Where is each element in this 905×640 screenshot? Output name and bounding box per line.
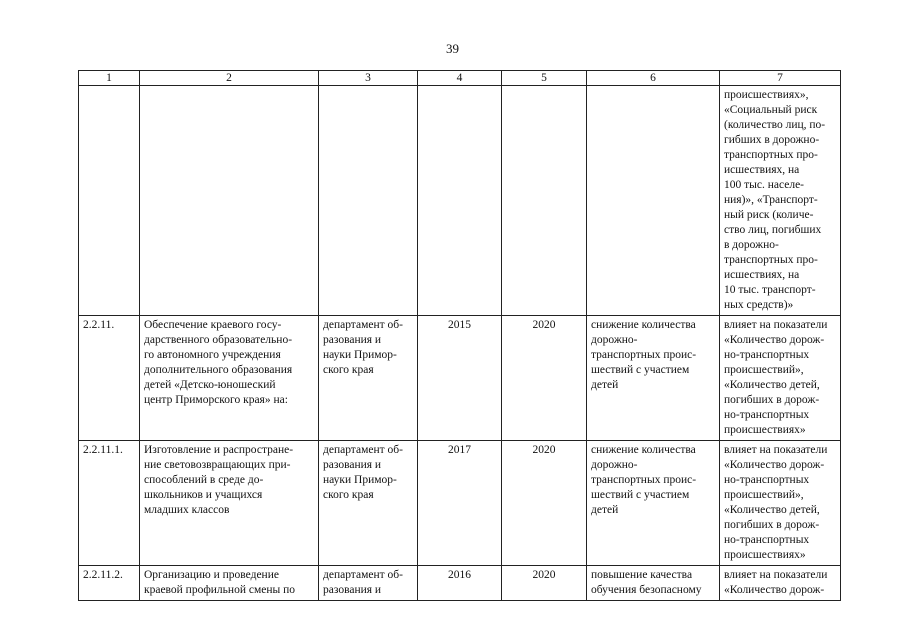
cell-line: происшествий», <box>724 489 804 501</box>
cell-line: в дорожно- <box>724 239 779 251</box>
column-number: 5 <box>502 71 587 86</box>
cell-line: «Социальный риск <box>724 104 818 116</box>
table-row <box>79 566 841 601</box>
empty-cell <box>502 86 587 316</box>
cell-line: происшествиях», <box>724 89 809 101</box>
expected-result <box>587 316 720 441</box>
executor-cell <box>319 441 418 566</box>
cell-line: но-транспортных <box>724 349 810 361</box>
cell-line: ние световозвращающих при- <box>144 459 291 471</box>
cell-line: департамент об- <box>323 569 403 581</box>
column-number: 3 <box>319 71 418 86</box>
cell-line: шествий с участием <box>591 364 690 376</box>
cell-line: детей <box>591 379 619 391</box>
cell-line: Изготовление и распростране- <box>144 444 294 456</box>
cell-line: но-транспортных <box>724 409 810 421</box>
cell-line: погибших в дорож- <box>724 519 820 531</box>
cell-line: 100 тыс. населе- <box>724 179 805 191</box>
cell-line: транспортных про- <box>724 149 818 161</box>
start-year: 2017 <box>418 441 502 566</box>
measure-number: 2.2.11.1. <box>79 441 140 566</box>
cell-line: повышение качества <box>591 569 693 581</box>
measure-name <box>140 316 319 441</box>
cell-line: происшествиях» <box>724 549 806 561</box>
cell-line: науки Примор- <box>323 474 397 486</box>
cell-line: влияет на показатели <box>724 444 828 456</box>
indicators-cell <box>720 566 841 601</box>
cell-line: исшествиях, на <box>724 164 800 176</box>
cell-line: но-транспортных <box>724 474 810 486</box>
empty-cell <box>319 86 418 316</box>
cell-line: происшествиях» <box>724 424 806 436</box>
cell-line: влияет на показатели <box>724 319 828 331</box>
end-year: 2020 <box>502 316 587 441</box>
cell-line: «Количество детей, <box>724 504 820 516</box>
cell-line: транспортных про- <box>724 254 818 266</box>
cell-line: снижение количества <box>591 319 696 331</box>
indicators-cell <box>720 441 841 566</box>
cell-line: краевой профильной смены по <box>144 584 295 596</box>
cell-line: ство лиц, погибших <box>724 224 822 236</box>
cell-line: (количество лиц, по- <box>724 119 826 131</box>
empty-cell <box>140 86 319 316</box>
cell-line: Организацию и проведение <box>144 569 279 581</box>
empty-cell <box>418 86 502 316</box>
table-row <box>79 316 841 441</box>
table-row <box>79 441 841 566</box>
indicators-cell <box>720 316 841 441</box>
cell-line: Обеспечение краевого госу- <box>144 319 282 331</box>
cell-line: «Количество дорож- <box>724 334 825 346</box>
column-number: 6 <box>587 71 720 86</box>
cell-line: влияет на показатели <box>724 569 828 581</box>
end-year: 2020 <box>502 441 587 566</box>
end-year: 2020 <box>502 566 587 601</box>
executor-cell <box>319 566 418 601</box>
cell-line: транспортных проис- <box>591 474 697 486</box>
cell-line: ния)», «Транспорт- <box>724 194 818 206</box>
cell-line: гибших в дорожно- <box>724 134 820 146</box>
page-number: 39 <box>446 41 459 56</box>
cell-line: департамент об- <box>323 319 403 331</box>
cell-line: «Количество дорож- <box>724 584 825 596</box>
cell-line: способлений в среде до- <box>144 474 264 486</box>
cell-line: школьников и учащихся <box>144 489 263 501</box>
measure-name <box>140 441 319 566</box>
cell-line: «Количество дорож- <box>724 459 825 471</box>
executor-cell <box>319 316 418 441</box>
cell-line: дополнительного образования <box>144 364 293 376</box>
empty-cell <box>587 86 720 316</box>
empty-cell <box>79 86 140 316</box>
cell-line: ных средств)» <box>724 299 794 311</box>
cell-line: ского края <box>323 364 374 376</box>
measure-number: 2.2.11. <box>79 316 140 441</box>
start-year: 2016 <box>418 566 502 601</box>
column-number: 1 <box>79 71 140 86</box>
cell-line: шествий с участием <box>591 489 690 501</box>
cell-line: разования и <box>323 584 382 596</box>
cell-line: детей <box>591 504 619 516</box>
cell-line: департамент об- <box>323 444 403 456</box>
column-number: 2 <box>140 71 319 86</box>
cell-line: разования и <box>323 334 382 346</box>
cell-line: происшествий», <box>724 364 804 376</box>
cell-line: дорожно- <box>591 334 638 346</box>
cell-line: детей «Детско-юношеский <box>144 379 276 391</box>
cell-line: 10 тыс. транспорт- <box>724 284 816 296</box>
measure-number: 2.2.11.2. <box>79 566 140 601</box>
column-number: 4 <box>418 71 502 86</box>
program-measures-table <box>78 70 841 601</box>
cell-line: дорожно- <box>591 459 638 471</box>
cell-line: исшествиях, на <box>724 269 800 281</box>
cell-line: дарственного образовательно- <box>144 334 293 346</box>
cell-line: снижение количества <box>591 444 696 456</box>
column-number-row <box>79 71 841 86</box>
cell-line: «Количество детей, <box>724 379 820 391</box>
cell-line: обучения безопасному <box>591 584 702 596</box>
cell-line: центр Приморского края» на: <box>144 394 288 406</box>
cell-line: ный риск (количе- <box>724 209 814 221</box>
cell-line: науки Примор- <box>323 349 397 361</box>
cell-line: младших классов <box>144 504 230 516</box>
cell-line: погибших в дорож- <box>724 394 820 406</box>
indicators-cell <box>720 86 841 316</box>
start-year: 2015 <box>418 316 502 441</box>
cell-line: го автономного учреждения <box>144 349 281 361</box>
measure-name <box>140 566 319 601</box>
column-number: 7 <box>720 71 841 86</box>
cell-line: ского края <box>323 489 374 501</box>
cell-line: разования и <box>323 459 382 471</box>
cell-line: транспортных проис- <box>591 349 697 361</box>
expected-result <box>587 441 720 566</box>
expected-result <box>587 566 720 601</box>
cell-line: но-транспортных <box>724 534 810 546</box>
continuation-row <box>79 86 841 316</box>
